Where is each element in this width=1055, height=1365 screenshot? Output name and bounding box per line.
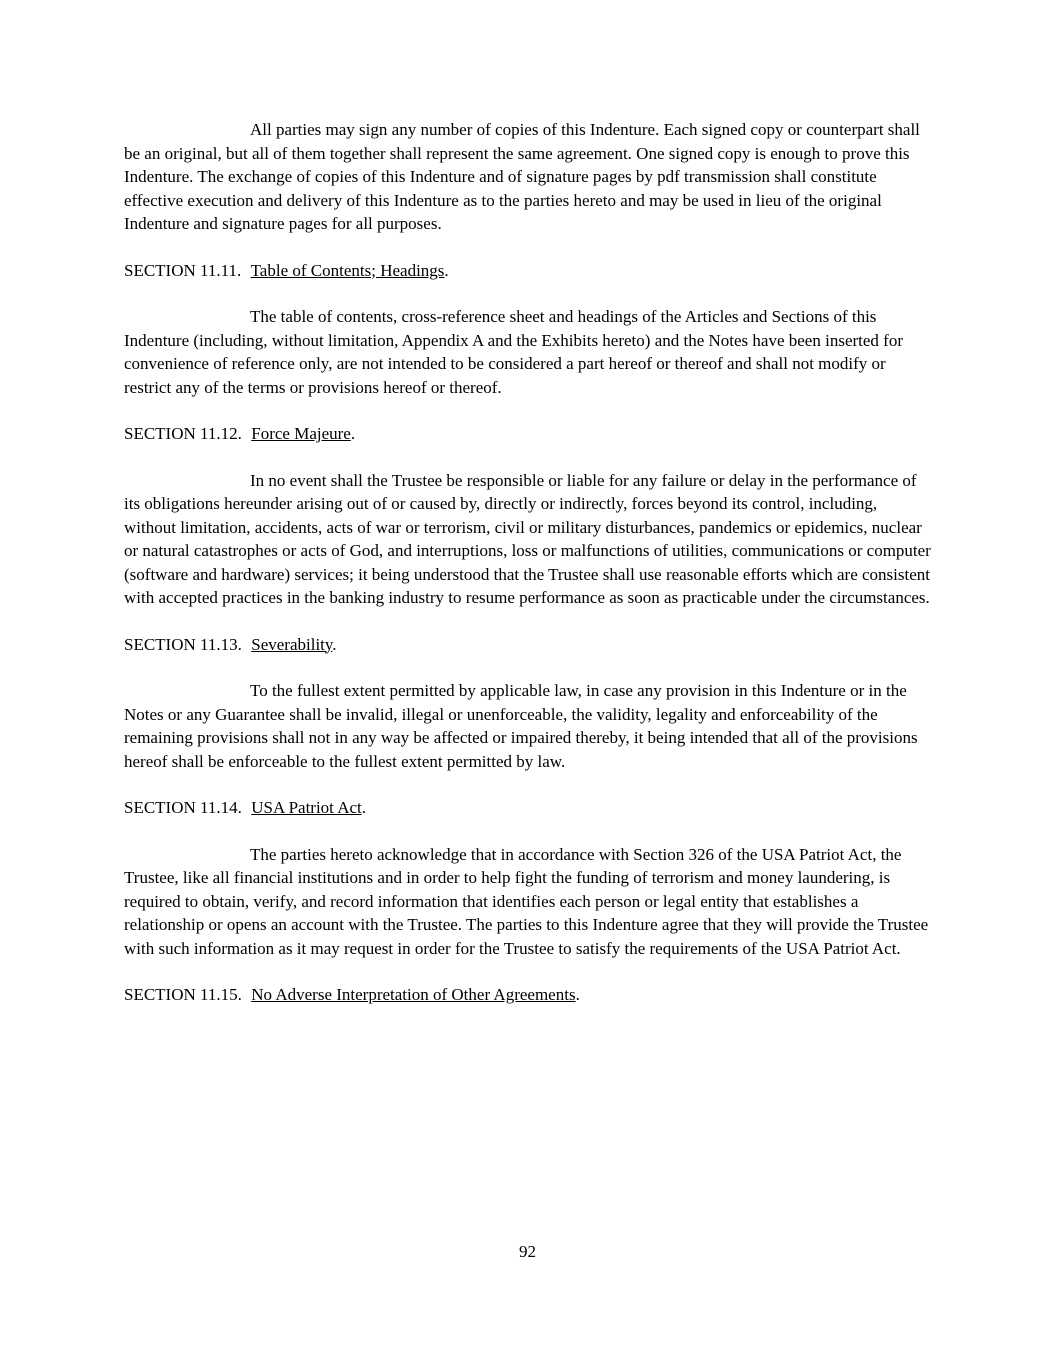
section-title: USA Patriot Act [251, 798, 362, 817]
section-title: Table of Contents; Headings [250, 260, 445, 280]
section-title-suffix: . [332, 634, 337, 654]
section-body: To the fullest extent permitted by applicable law, in case any provision in this Indenture or in the Notes or any Guarantee shall be invalid, illegal or unenforceable, the validity, legality and enforceability of the remaining provisions shall not in any way be affected or impaired thereby, it being intended that all of the provisions hereof shall be enforceable to the fullest extent permitted by law. [124, 681, 918, 771]
section-heading [124, 633, 933, 657]
intro-paragraph: All parties may sign any number of copies of this Indenture. Each signed copy or counterpart shall be an original, but all of them together shall represent the same agreement. One signed copy is enough to prove this Indenture. The exchange of copies of this Indenture and of signature pages by pdf transmission shall constitute effective execution and delivery of this Indenture as to the parties hereto and may be used in lieu of the original Indenture and signature pages for all purposes. [124, 120, 920, 233]
section-title-suffix: . [361, 798, 367, 817]
page-number: 92 [519, 1241, 536, 1261]
section-heading [124, 422, 933, 446]
section-title: Force Majeure [251, 424, 351, 443]
section-heading [124, 983, 933, 1007]
section-title: Severability [251, 634, 333, 654]
section-label: SECTION 11.15. [124, 985, 242, 1004]
section-label: SECTION 11.13. [124, 634, 242, 654]
section-body: In no event shall the Trustee be responsible or liable for any failure or delay in the performance of its obligations hereunder arising out of or caused by, directly or indirectly, forces beyond its control, including, without limitation, accidents, acts of war or terrorism, civil or military disturbances, pandemics or epidemics, nuclear or natural catastrophes or acts of God, and interruptions, loss or malfunctions of utilities, communications or computer (software and hardware) services; it being understood that the Trustee shall use reasonable efforts which are consistent with accepted practices in the banking industry to resume performance as soon as practicable under the circumstances. [124, 470, 931, 607]
section-heading [124, 259, 933, 283]
section-label: SECTION 11.12. [124, 424, 242, 443]
section-title: No Adverse Interpretation of Other Agreements [251, 985, 576, 1004]
section-title-suffix: . [350, 424, 356, 443]
section-body: The table of contents, cross-reference sheet and headings of the Articles and Sections of this Indenture (including, without limitation, Appendix A and the Exhibits hereto) and the Notes have been inserted for convenience of reference only, are not intended to be considered a part hereof or thereof and shall not modify or restrict any of the terms or provisions hereof or thereof. [124, 307, 903, 397]
section-title-suffix: . [444, 260, 449, 280]
section-label: SECTION 11.14. [124, 798, 242, 817]
section-title-suffix: . [575, 985, 580, 1004]
section-label: SECTION 11.11. [124, 260, 242, 280]
section-body: The parties hereto acknowledge that in accordance with Section 326 of the USA Patriot Act, the Trustee, like all financial institutions and in order to help fight the funding of terrorism and money laundering, is required to obtain, verify, and record information that identifies each person or legal entity that establishes a relationship or opens an account with the Trustee. The parties to this Indenture agree that they will provide the Trustee with such information as it may request in order for the Trustee to satisfy the requirements of the USA Patriot Act. [124, 844, 929, 958]
section-heading [124, 796, 933, 820]
